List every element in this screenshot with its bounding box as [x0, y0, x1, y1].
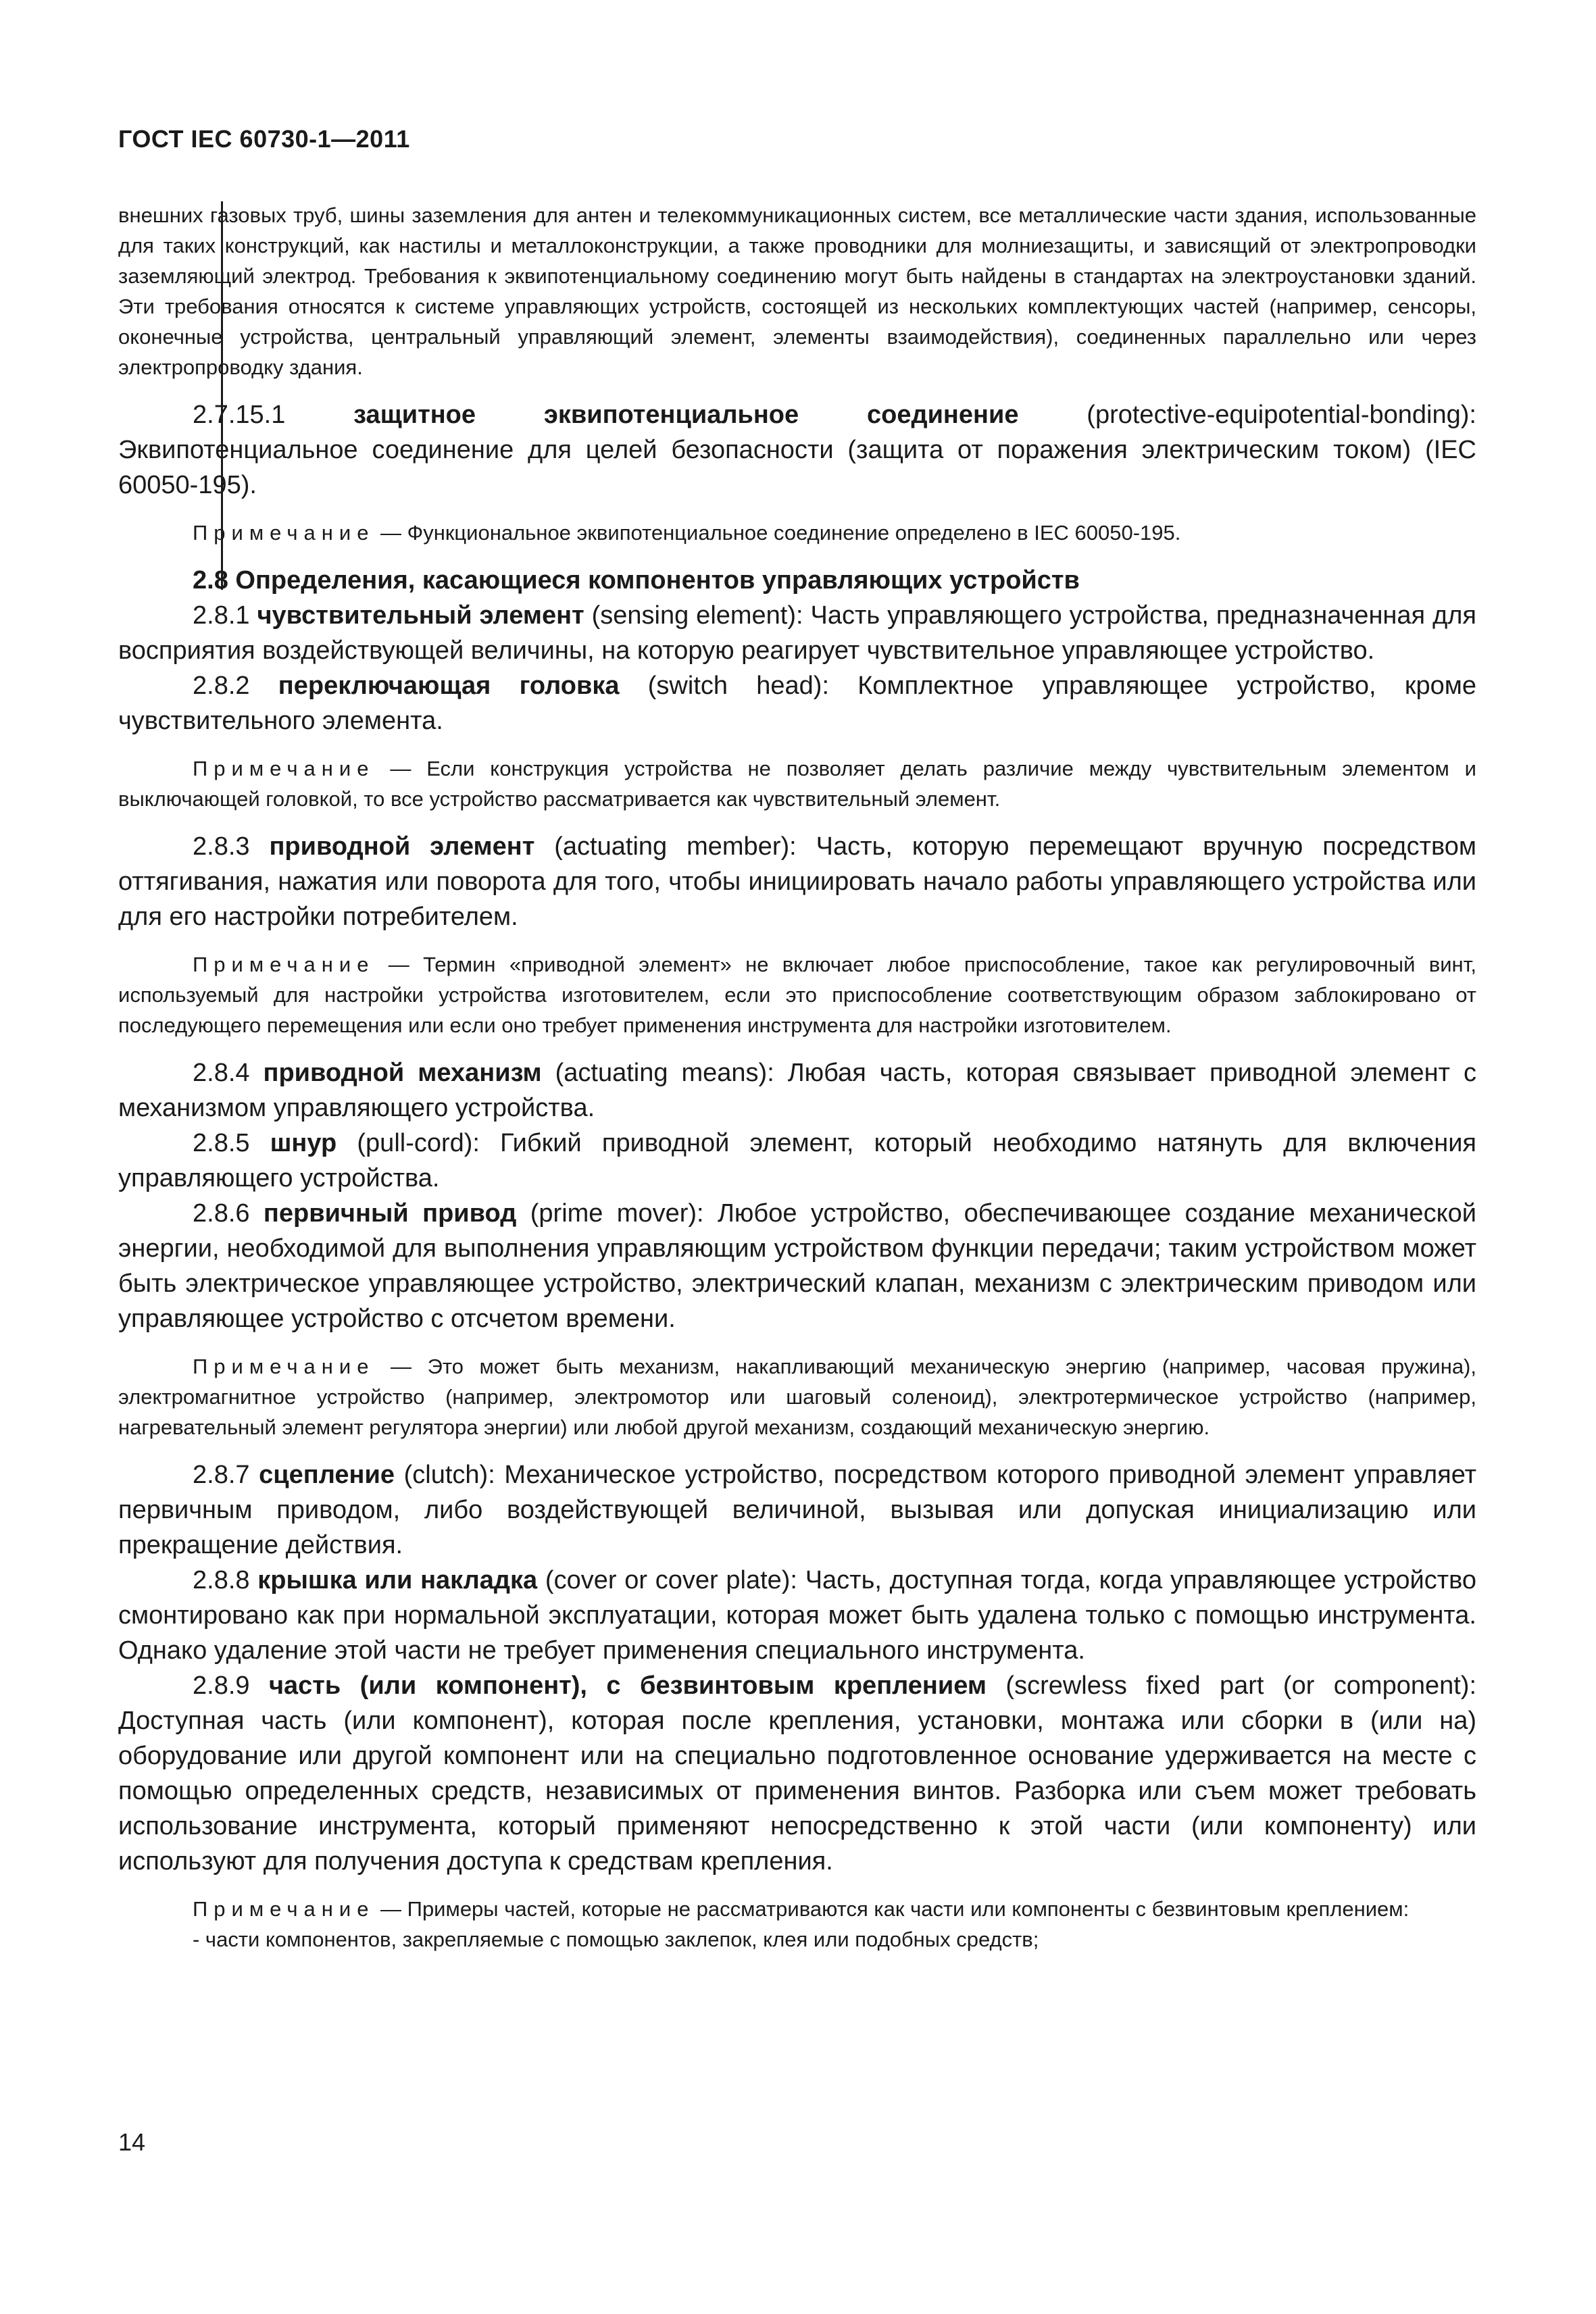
document-body: [118, 200, 1476, 1955]
note-label: Примечание: [193, 521, 375, 545]
note-5: [118, 1894, 1476, 1924]
definition-text: (clutch): Механическое устройство, посредством которого приводной элемент управляет первичным приводом, либо воздействующей величиной, вызывая или допуская инициализацию или прекращение действия.: [118, 1461, 1476, 1559]
definition-text: (protective-equipotential-bonding): Эквипотенциальное соединение для целей безопасности (защита от поражения электрическим током) (IEC 60050-195).: [118, 401, 1476, 499]
definition-2-8-3: [118, 829, 1476, 934]
definition-text: (cover or cover plate): Часть, доступная тогда, когда управляющее устройство смонтировано как при нормальной эксплуатации, которая может быть удалена только с помощью инструмента. Однако удаление этой части не требует применения специального инструмента.: [118, 1566, 1477, 1665]
term: крышка или накладка: [257, 1566, 538, 1594]
term: переключающая головка: [278, 672, 620, 700]
clause-number: 2.8.6: [193, 1199, 264, 1228]
definition-text: (actuating member): Часть, которую перемещают вручную посредством оттягивания, нажатия или поворота для того, чтобы инициировать начало работы управляющего устройства или для его настройки потребителем.: [118, 832, 1477, 931]
definition-text: (screwless fixed part (or component): Доступная часть (или компонент), которая после крепления, установки, монтажа или сборки в (или на) оборудование или другой компонент или на специально подготовленное основание удерживается на месте с помощью определенных средств, независимых от применения винтов. Разборка или съем может требовать использование инструмента, который применяют непосредственно к этой части (или компоненту) или используют для получения доступа к средствам крепления.: [118, 1671, 1477, 1876]
definition-2-8-2: [118, 668, 1476, 738]
note-2: [118, 753, 1476, 814]
clause-number: 2.8.5: [193, 1129, 270, 1157]
clause-number: 2.8.7: [193, 1461, 259, 1489]
intro-paragraph: внешних газовых труб, шины заземления для антен и телекоммуникационных систем, все металлические части здания, использованные для таких конструкций, как настилы и металлоконструкции, а также проводники для молниезащиты, и зависящий от электропроводки заземляющий электрод. Требования к эквипотенциальному соединению могут быть найдены в стандартах на электроустановки зданий. Эти требования относятся к системе управляющих устройств, состоящей из нескольких комплектующих частей (например, сенсоры, оконечные устройства, центральный управляющий элемент, элементы взаимодействия), соединенных параллельно или через электропроводку здания.: [118, 203, 1476, 379]
definition-2-8-4: [118, 1055, 1476, 1126]
definition-2-8-7: [118, 1457, 1476, 1563]
note-text: — Если конструкция устройства не позволяет делать различие между чувствительным элементом и выключающей головкой, то все устройство рассматривается как чувствительный элемент.: [118, 757, 1476, 811]
term: шнур: [270, 1129, 337, 1157]
definition-text: (sensing element): Часть управляющего устройства, предназначенная для восприятия воздействующей величины, на которую реагирует чувствительное управляющее устройство.: [118, 601, 1476, 665]
note-3: [118, 949, 1476, 1040]
section-heading-2-8: 2.8 Определения, касающиеся компонентов управляющих устройств: [193, 566, 1080, 595]
clause-number: 2.8.9: [193, 1671, 269, 1700]
note-label: Примечание: [193, 1897, 375, 1921]
note-text: — Это может быть механизм, накапливающий механическую энергию (например, часовая пружина), электромагнитное устройство (например, электромотор или шаговый соленоид), электротермическое устройство (например, нагревательный элемент регулятора энергии) или любой другой механизм, создающий механическую энергию.: [118, 1355, 1476, 1439]
note-1: [118, 518, 1476, 548]
definition-2-7-15-1: [118, 397, 1476, 503]
document-header: ГОСТ IEC 60730-1—2011: [118, 125, 410, 153]
term: часть (или компонент), с безвинтовым креплением: [268, 1671, 987, 1700]
term: первичный привод: [263, 1199, 517, 1228]
definition-text: (pull-cord): Гибкий приводной элемент, который необходимо натянуть для включения управляющего устройства.: [118, 1129, 1477, 1192]
term: сцепление: [259, 1461, 395, 1489]
note-text: — Функциональное эквипотенциальное соединение определено в IEC 60050-195.: [374, 521, 1181, 545]
note-text: — Термин «приводной элемент» не включает любое приспособление, такое как регулировочный винт, используемый для настройки устройства изготовителем, если это приспособление соответствующим образом заблокировано от последующего перемещения или если оно требует применения инструмента для настройки изготовителем.: [118, 953, 1476, 1037]
term: приводной элемент: [269, 832, 535, 861]
note-label: Примечание: [193, 757, 375, 780]
clause-number: 2.8.2: [193, 672, 278, 700]
term: защитное эквипотенциальное соединение: [353, 401, 1019, 429]
note-5-list-item: - части компонентов, закрепляемые с помощью заклепок, клея или подобных средств;: [193, 1928, 1039, 1951]
term: приводной механизм: [263, 1059, 542, 1087]
definition-text: (prime mover): Любое устройство, обеспечивающее создание механической энергии, необходимой для выполнения управляющим устройством функции передачи; таким устройством может быть электрическое управляющее устройство, электрический клапан, механизм с электрическим приводом или управляющее устройство с отсчетом времени.: [118, 1199, 1476, 1333]
definition-2-8-1: [118, 598, 1476, 668]
clause-number: 2.8.8: [193, 1566, 258, 1594]
definition-2-8-5: [118, 1126, 1476, 1196]
definition-2-8-8: [118, 1563, 1476, 1668]
clause-number: 2.7.15.1: [193, 401, 354, 429]
definition-2-8-6: [118, 1196, 1476, 1336]
clause-number: 2.8.1: [193, 601, 257, 630]
note-4: [118, 1351, 1476, 1442]
definition-text: (actuating means): Любая часть, которая связывает приводной элемент с механизмом управляющего устройства.: [118, 1059, 1476, 1122]
clause-number: 2.8.4: [193, 1059, 264, 1087]
note-text: — Примеры частей, которые не рассматриваются как части или компоненты с безвинтовым креплением:: [374, 1897, 1410, 1921]
note-label: Примечание: [193, 953, 375, 976]
term: чувствительный элемент: [257, 601, 584, 630]
clause-number: 2.8.3: [193, 832, 270, 861]
definition-text: (switch head): Комплектное управляющее устройство, кроме чувствительного элемента.: [118, 672, 1476, 735]
document-page: [118, 0, 1476, 2314]
page-number: 14: [118, 2128, 146, 2156]
note-label: Примечание: [193, 1355, 375, 1378]
definition-2-8-9: [118, 1668, 1476, 1879]
